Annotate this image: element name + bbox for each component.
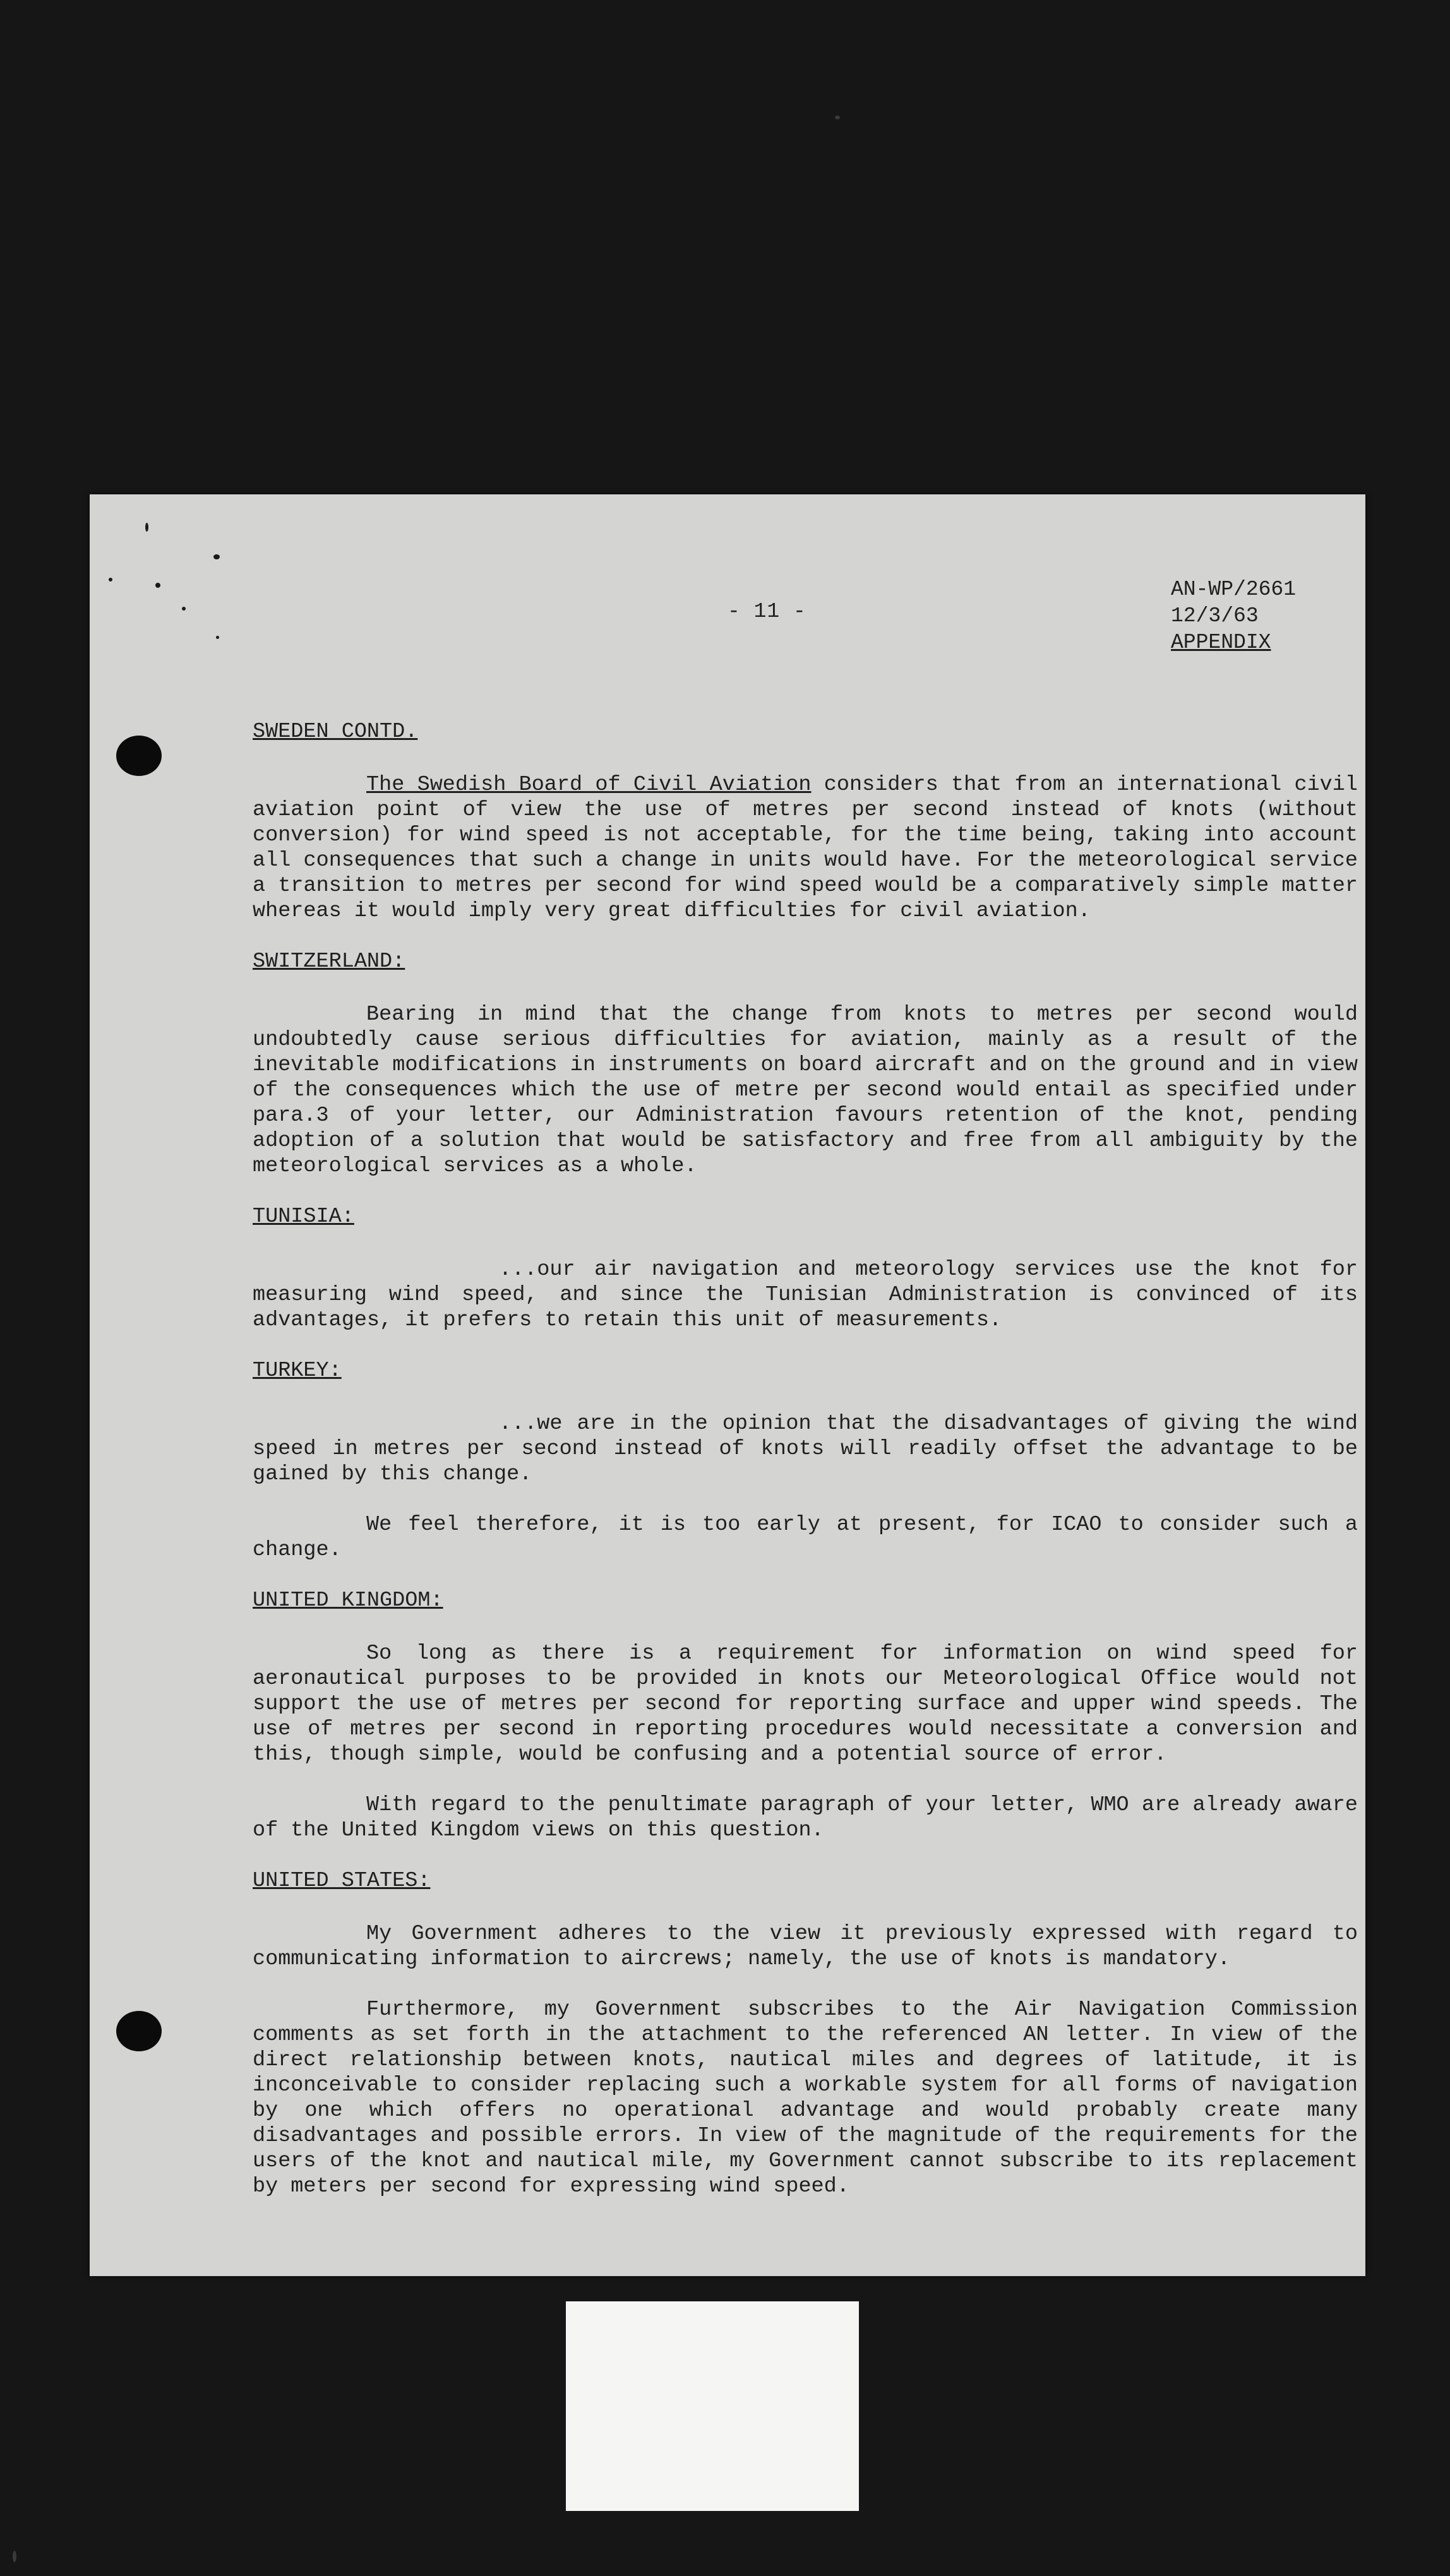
paragraph: So long as there is a requirement for information on wind speed for aeronautical purposes to be provided in knots our Meteorological Office would not support the use of metres per second for reporting surface and upper wind speeds. The use of metres per second in reporting procedures would necessitate a conversion and this, though simple, would be confusing and a potential source of error.: [253, 1642, 1358, 1767]
ink-mark: [213, 554, 220, 559]
ink-mark: [109, 578, 112, 581]
paragraph: [253, 772, 1358, 924]
blank-label-slip: [566, 2301, 859, 2511]
page-number: - 11 -: [728, 600, 806, 623]
section-heading: UNITED KINGDOM:: [253, 1589, 443, 1613]
section-heading: UNITED STATES:: [253, 1869, 431, 1893]
section-sweden: [253, 719, 1358, 924]
appendix-label: APPENDIX: [1171, 631, 1271, 654]
film-speck: [13, 2551, 16, 2562]
paragraph: ...we are in the opinion that the disadvantages of giving the wind speed in metres per second instead of knots will readily offset the advantage to be gained by this change.: [253, 1412, 1358, 1486]
section-united-kingdom: [253, 1588, 1358, 1843]
paragraph: ...our air navigation and meteorology services use the knot for measuring wind speed, and since the Tunisian Administration is convinced of its advantages, it prefers to retain this unit of measurements.: [253, 1258, 1358, 1332]
punch-hole-bottom: [116, 2011, 162, 2051]
section-heading: SWITZERLAND:: [253, 950, 405, 974]
paragraph: With regard to the penultimate paragraph of your letter, WMO are already aware of the United Kingdom views on this question.: [253, 1793, 1358, 1842]
section-united-states: [253, 1868, 1358, 2199]
doc-date: 12/3/63: [1171, 604, 1259, 628]
ink-mark: [145, 523, 148, 532]
punch-hole-top: [116, 736, 162, 776]
body-text: [253, 719, 1358, 2224]
section-turkey: [253, 1358, 1358, 1563]
paragraph: Furthermore, my Government subscribes to the Air Navigation Commission comments as set forth in the attachment to the referenced AN letter. In view of the direct relationship between knots, nautical miles and degrees of latitude, it is inconceivable to consider replacing such a workable system for all forms of navigation by one which offers no operational advantage and would probably create many disadvantages and possible errors. In view of the magnitude of the requirements for the users of the knot and nautical mile, my Government cannot subscribe to its replacement by meters per second for expressing wind speed.: [253, 1998, 1358, 2198]
document-page: [90, 494, 1365, 2276]
ink-mark: [155, 583, 160, 588]
film-speck: [835, 116, 840, 119]
ink-mark: [216, 636, 219, 639]
doc-ref: AN-WP/2661: [1171, 578, 1297, 601]
paragraph-text: considers that from an international civil aviation point of view the use of metres per second instead of knots (without conversion) for wind speed is not acceptable, for the time being, taking into account all consequences that such a change in units would have. For the meteorological service a transition to metres per second for wind speed would be a comparatively simple matter whereas it would imply very great difficulties for civil aviation.: [253, 773, 1358, 923]
section-switzerland: [253, 949, 1358, 1179]
board-name: The Swedish Board of Civil Aviation: [366, 773, 812, 797]
ink-mark: [182, 607, 186, 611]
section-heading: SWEDEN CONTD.: [253, 720, 418, 744]
section-heading: TUNISIA:: [253, 1205, 354, 1229]
paragraph: My Government adheres to the view it previously expressed with regard to communicating information to aircrews; namely, the use of knots is mandatory.: [253, 1922, 1358, 1971]
section-tunisia: [253, 1204, 1358, 1333]
paragraph: We feel therefore, it is too early at present, for ICAO to consider such a change.: [253, 1513, 1358, 1562]
section-heading: TURKEY:: [253, 1359, 342, 1383]
paragraph: Bearing in mind that the change from knots to metres per second would undoubtedly cause serious difficulties for aviation, mainly as a result of the inevitable modifications in instruments on board aircraft and on the ground and in view of the consequences which the use of metre per second would entail as specified under para.3 of your letter, our Administration favours retention of the knot, pending adoption of a solution that would be satisfactory and free from all ambiguity by the meteorological services as a whole.: [253, 1003, 1358, 1178]
document-reference: [1171, 576, 1296, 656]
